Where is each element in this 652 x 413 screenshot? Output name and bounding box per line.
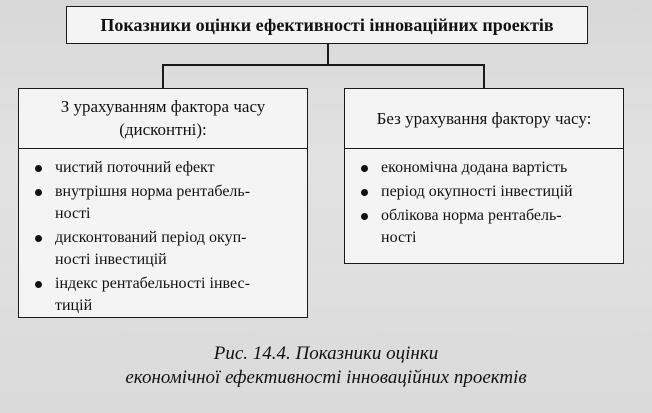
bullet-icon xyxy=(35,165,42,172)
discounted-indicators-list xyxy=(19,149,307,317)
figure-caption-line1: Рис. 14.4. Показники оцінки xyxy=(213,343,439,364)
list-item: облікова норма рентабель- ності xyxy=(357,205,615,249)
bullet-icon xyxy=(35,235,42,242)
figure-caption xyxy=(0,342,652,390)
list-item: чистий поточний ефект xyxy=(31,157,299,179)
discounted-header-line1: З урахуванням фактора часу xyxy=(60,97,266,116)
non-discounted-indicators-header xyxy=(345,89,623,149)
list-item: економічна додана вартість xyxy=(357,157,615,179)
connector-horizontal xyxy=(162,64,484,66)
list-item: дисконтований період окуп- ності інвестицій xyxy=(31,227,299,271)
bullet-icon xyxy=(361,165,368,172)
connector-right-down xyxy=(483,64,485,88)
discounted-header-line2: (дисконтні): xyxy=(119,120,207,139)
bullet-icon xyxy=(361,189,368,196)
connector-left-down xyxy=(162,64,164,88)
discounted-indicators-header xyxy=(19,89,307,149)
non-discounted-indicators-list xyxy=(345,149,623,249)
bullet-icon xyxy=(361,213,368,220)
figure-caption-line2: економічної ефективності інноваційних проектів xyxy=(125,367,527,388)
root-node-title: Показники оцінки ефективності інноваційних проектів xyxy=(100,14,554,35)
connector-root-down xyxy=(327,44,329,65)
bullet-icon xyxy=(35,281,42,288)
list-item: індекс рентабельності інвес- тицій xyxy=(31,273,299,317)
list-item: внутрішня норма рентабель- ності xyxy=(31,181,299,225)
discounted-indicators-node xyxy=(18,88,308,318)
non-discounted-indicators-node xyxy=(344,88,624,264)
bullet-icon xyxy=(35,189,42,196)
root-node xyxy=(66,6,588,44)
non-discounted-header-title: Без урахування фактору часу: xyxy=(376,109,592,128)
list-item: період окупності інвестицій xyxy=(357,181,615,203)
